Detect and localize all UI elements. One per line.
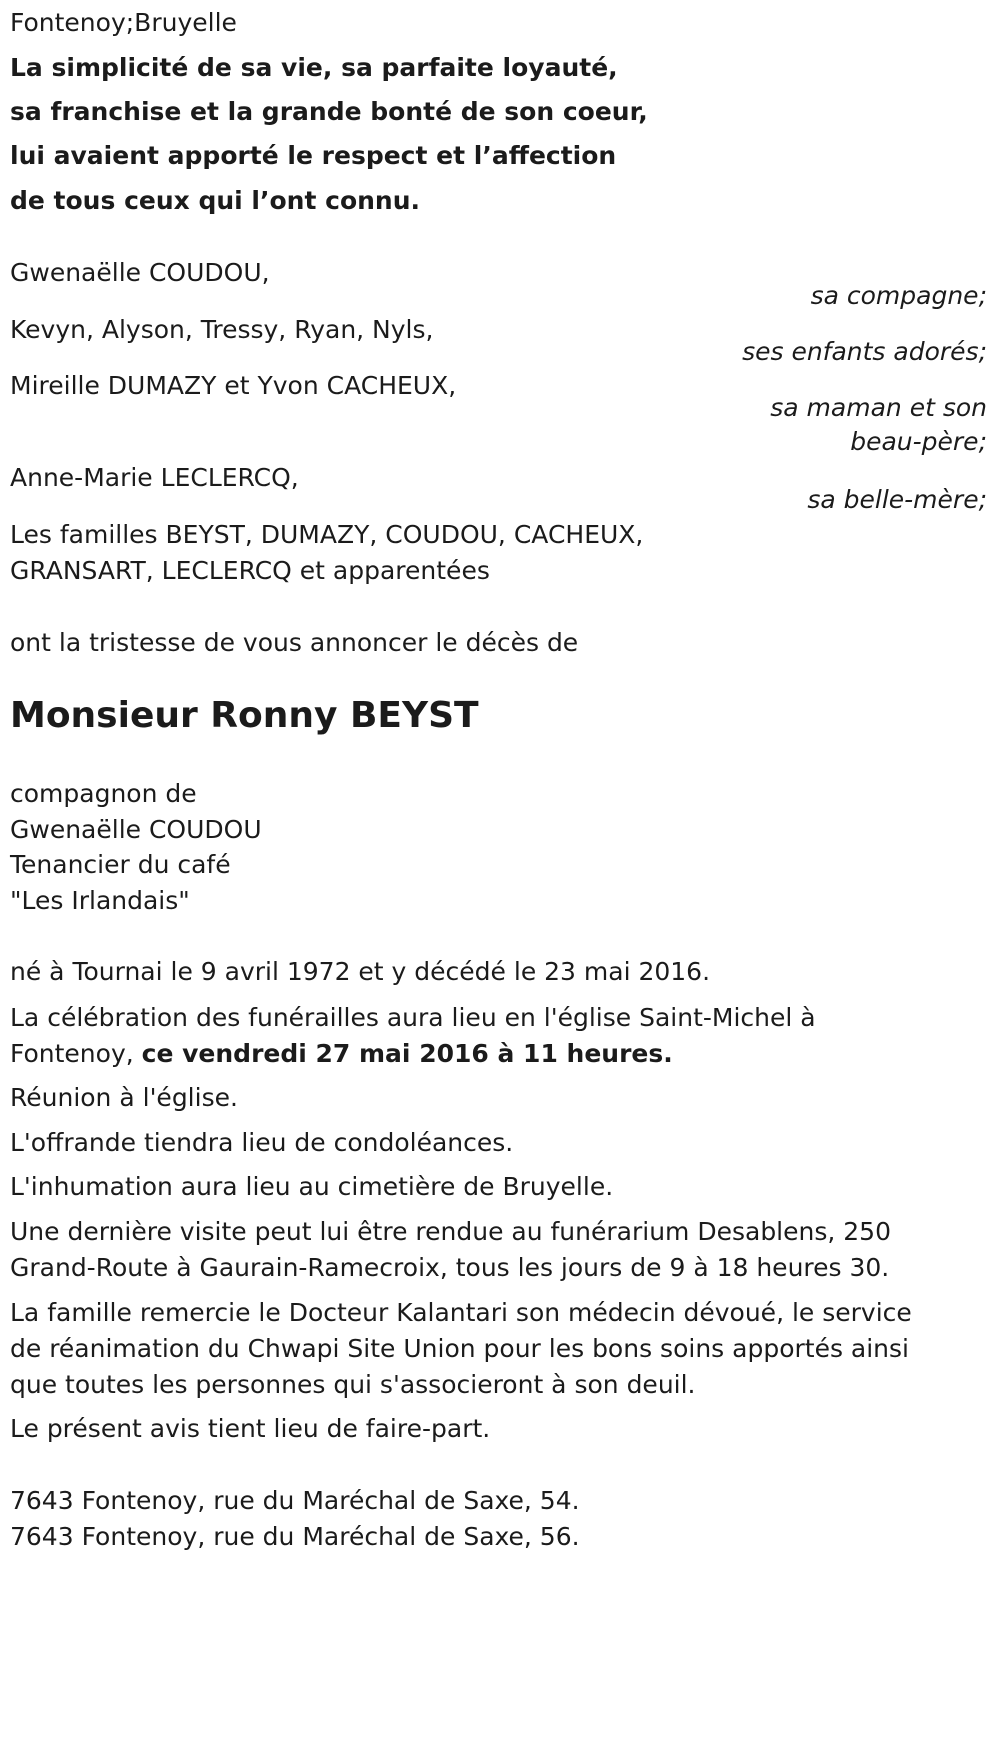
children-names: Kevyn, Alyson, Tressy, Ryan, Nyls,	[10, 315, 434, 344]
description-line-1: compagnon de	[10, 779, 197, 808]
visit-line-1: Une dernière visite peut lui être rendue au funérarium Desablens, 250	[10, 1217, 891, 1246]
thanks-line-2: de réanimation du Chwapi Site Union pour les bons soins apportés ainsi	[10, 1334, 909, 1363]
parents-relation-line-2: beau-père;	[850, 427, 987, 456]
mother-in-law-relation: sa belle-mère;	[807, 485, 987, 514]
funeral-line-1: La célébration des funérailles aura lieu en l'église Saint-Michel à	[10, 1003, 816, 1032]
quote-line-2: sa franchise et la grande bonté de son coeur,	[10, 97, 648, 126]
companion-relation: sa compagne;	[810, 281, 987, 310]
visit-line-2: Grand-Route à Gaurain-Ramecroix, tous les jours de 9 à 18 heures 30.	[10, 1253, 890, 1282]
quote-line-1: La simplicité de sa vie, sa parfaite loyauté,	[10, 53, 618, 82]
announcement-intro: ont la tristesse de vous annoncer le décès de	[10, 628, 579, 657]
description-line-4: "Les Irlandais"	[10, 886, 190, 915]
birth-death-info: né à Tournai le 9 avril 1972 et y décédé le 23 mai 2016.	[10, 957, 711, 986]
notice-text: Le présent avis tient lieu de faire-part.	[10, 1414, 491, 1443]
place-header: Fontenoy;Bruyelle	[10, 8, 237, 37]
thanks-line-3: que toutes les personnes qui s'associeront à son deuil.	[10, 1370, 696, 1399]
parents-relation-line-1: sa maman et son	[770, 393, 987, 422]
parents-names: Mireille DUMAZY et Yvon CACHEUX,	[10, 371, 457, 400]
funeral-date-time: ce vendredi 27 mai 2016 à 11 heures.	[141, 1039, 673, 1068]
deceased-name: Monsieur Ronny BEYST	[10, 695, 479, 736]
funeral-line-2	[10, 1039, 673, 1069]
quote-line-4: de tous ceux qui l’ont connu.	[10, 186, 421, 215]
address-line: 7643 Fontenoy, rue du Maréchal de Saxe, 54.	[10, 1486, 580, 1515]
description-line-3: Tenancier du café	[10, 850, 231, 879]
quote-line-3: lui avaient apporté le respect et l’affection	[10, 141, 617, 170]
families-line-1: Les familles BEYST, DUMAZY, COUDOU, CACHEUX,	[10, 520, 644, 549]
funeral-location: Fontenoy,	[10, 1039, 142, 1068]
address-line: 7643 Fontenoy, rue du Maréchal de Saxe, 56.	[10, 1522, 580, 1551]
families-line-2: GRANSART, LECLERCQ et apparentées	[10, 556, 490, 585]
mother-in-law-name: Anne-Marie LECLERCQ,	[10, 463, 299, 492]
children-relation: ses enfants adorés;	[742, 337, 987, 366]
thanks-line-1: La famille remercie le Docteur Kalantari son médecin dévoué, le service	[10, 1298, 912, 1327]
companion-name: Gwenaëlle COUDOU,	[10, 258, 270, 287]
description-line-2: Gwenaëlle COUDOU	[10, 815, 262, 844]
reunion-info: Réunion à l'église.	[10, 1083, 238, 1112]
offering-info: L'offrande tiendra lieu de condoléances.	[10, 1128, 514, 1157]
burial-info: L'inhumation aura lieu au cimetière de Bruyelle.	[10, 1172, 614, 1201]
